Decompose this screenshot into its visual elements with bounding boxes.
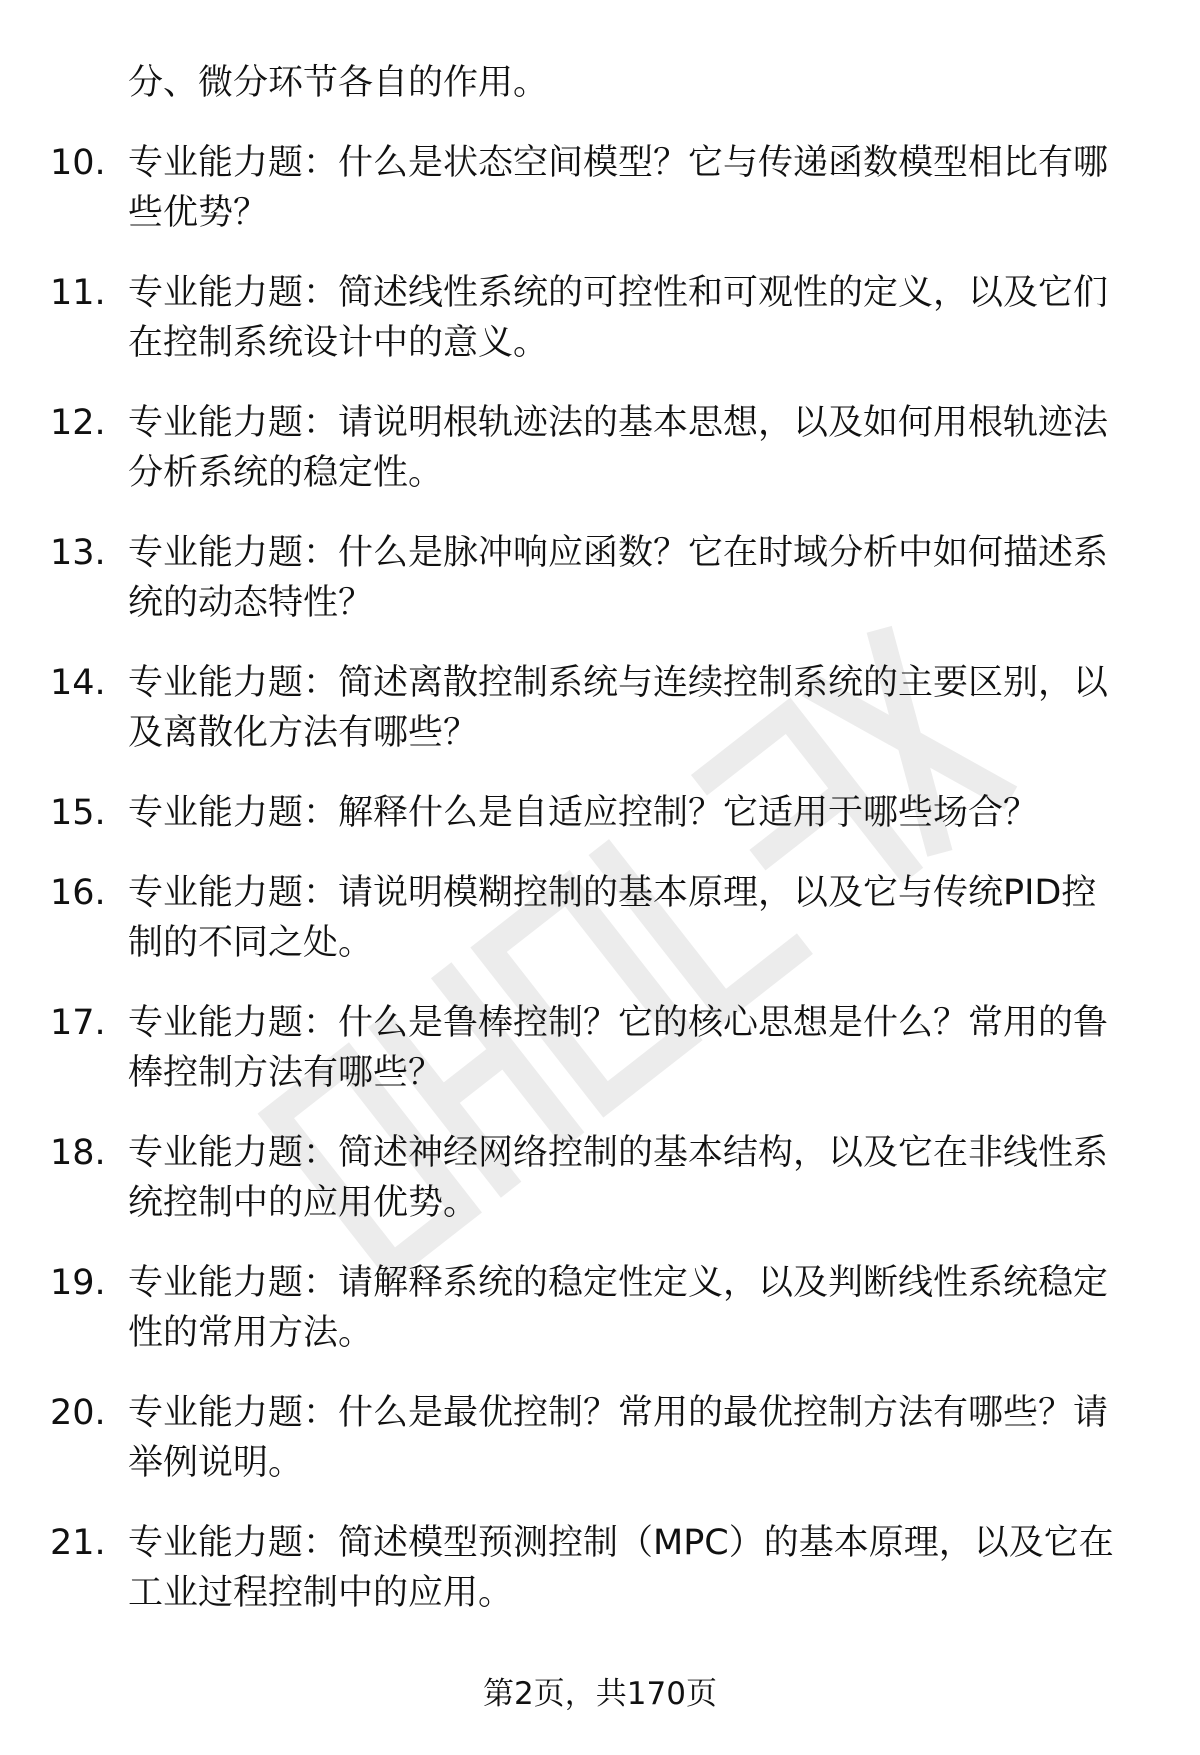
question-number: 10. <box>50 143 106 183</box>
question-number: 13. <box>50 533 106 573</box>
question-text <box>128 1128 1140 1228</box>
question-number: 18. <box>50 1133 106 1173</box>
question-line: 统控制中的应用优势。 <box>128 1183 479 1223</box>
question-text <box>128 528 1140 628</box>
question-number: 20. <box>50 1393 106 1433</box>
question-line: 专业能力题：请解释系统的稳定性定义，以及判断线性系统稳定 <box>128 1263 1109 1303</box>
question-item <box>0 1258 1200 1388</box>
continued-question-text: 分、微分环节各自的作用。 <box>128 63 549 103</box>
question-number: 16. <box>50 873 106 913</box>
question-line: 举例说明。 <box>128 1443 304 1483</box>
question-line: 些优势？ <box>128 193 269 233</box>
question-line: 制的不同之处。 <box>128 923 374 963</box>
question-item <box>0 788 1200 868</box>
question-number: 11. <box>50 273 106 313</box>
question-text <box>128 1388 1140 1488</box>
question-line: 性的常用方法。 <box>128 1313 374 1353</box>
question-number: 19. <box>50 1263 106 1303</box>
question-line: 专业能力题：简述模型预测控制（MPC）的基本原理，以及它在 <box>128 1523 1114 1563</box>
question-line: 专业能力题：请说明模糊控制的基本原理，以及它与传统PID控 <box>128 873 1097 913</box>
question-line: 专业能力题：简述神经网络控制的基本结构，以及它在非线性系 <box>128 1133 1109 1173</box>
question-number: 21. <box>50 1523 106 1563</box>
question-number: 14. <box>50 663 106 703</box>
question-number: 15. <box>50 793 106 833</box>
question-line: 工业过程控制中的应用。 <box>128 1573 514 1613</box>
question-text <box>128 868 1140 968</box>
question-line: 专业能力题：简述线性系统的可控性和可观性的定义，以及它们 <box>128 273 1109 313</box>
question-text <box>128 1518 1140 1618</box>
question-line: 专业能力题：请说明根轨迹法的基本思想，以及如何用根轨迹法 <box>128 403 1109 443</box>
question-number: 12. <box>50 403 106 443</box>
question-text <box>128 268 1140 368</box>
question-text <box>128 658 1140 758</box>
question-line: 专业能力题：简述离散控制系统与连续控制系统的主要区别，以 <box>128 663 1109 703</box>
question-item <box>0 658 1200 788</box>
question-item <box>0 138 1200 268</box>
question-line: 分析系统的稳定性。 <box>128 453 444 493</box>
question-item <box>0 868 1200 998</box>
question-item <box>0 398 1200 528</box>
question-number: 17. <box>50 1003 106 1043</box>
question-line: 专业能力题：什么是状态空间模型？它与传递函数模型相比有哪 <box>128 143 1109 183</box>
question-item <box>0 1128 1200 1258</box>
question-item <box>0 1518 1200 1648</box>
question-item <box>0 1388 1200 1518</box>
question-text <box>128 998 1140 1098</box>
page-number-footer: 第2页，共170页 <box>483 1676 717 1712</box>
question-item <box>0 268 1200 398</box>
question-list <box>0 138 1200 1648</box>
question-item <box>0 528 1200 658</box>
question-text <box>128 788 1140 838</box>
question-text <box>128 138 1140 238</box>
question-item <box>0 998 1200 1128</box>
question-line: 棒控制方法有哪些？ <box>128 1053 444 1093</box>
question-line: 专业能力题：什么是最优控制？常用的最优控制方法有哪些？请 <box>128 1393 1109 1433</box>
question-line: 专业能力题：什么是脉冲响应函数？它在时域分析中如何描述系 <box>128 533 1109 573</box>
question-text <box>128 398 1140 498</box>
question-line: 专业能力题：解释什么是自适应控制？它适用于哪些场合？ <box>128 793 1039 833</box>
question-line: 统的动态特性？ <box>128 583 374 623</box>
question-line: 专业能力题：什么是鲁棒控制？它的核心思想是什么？常用的鲁 <box>128 1003 1109 1043</box>
question-line: 及离散化方法有哪些？ <box>128 713 479 753</box>
question-line: 在控制系统设计中的意义。 <box>128 323 549 363</box>
question-text <box>128 1258 1140 1358</box>
